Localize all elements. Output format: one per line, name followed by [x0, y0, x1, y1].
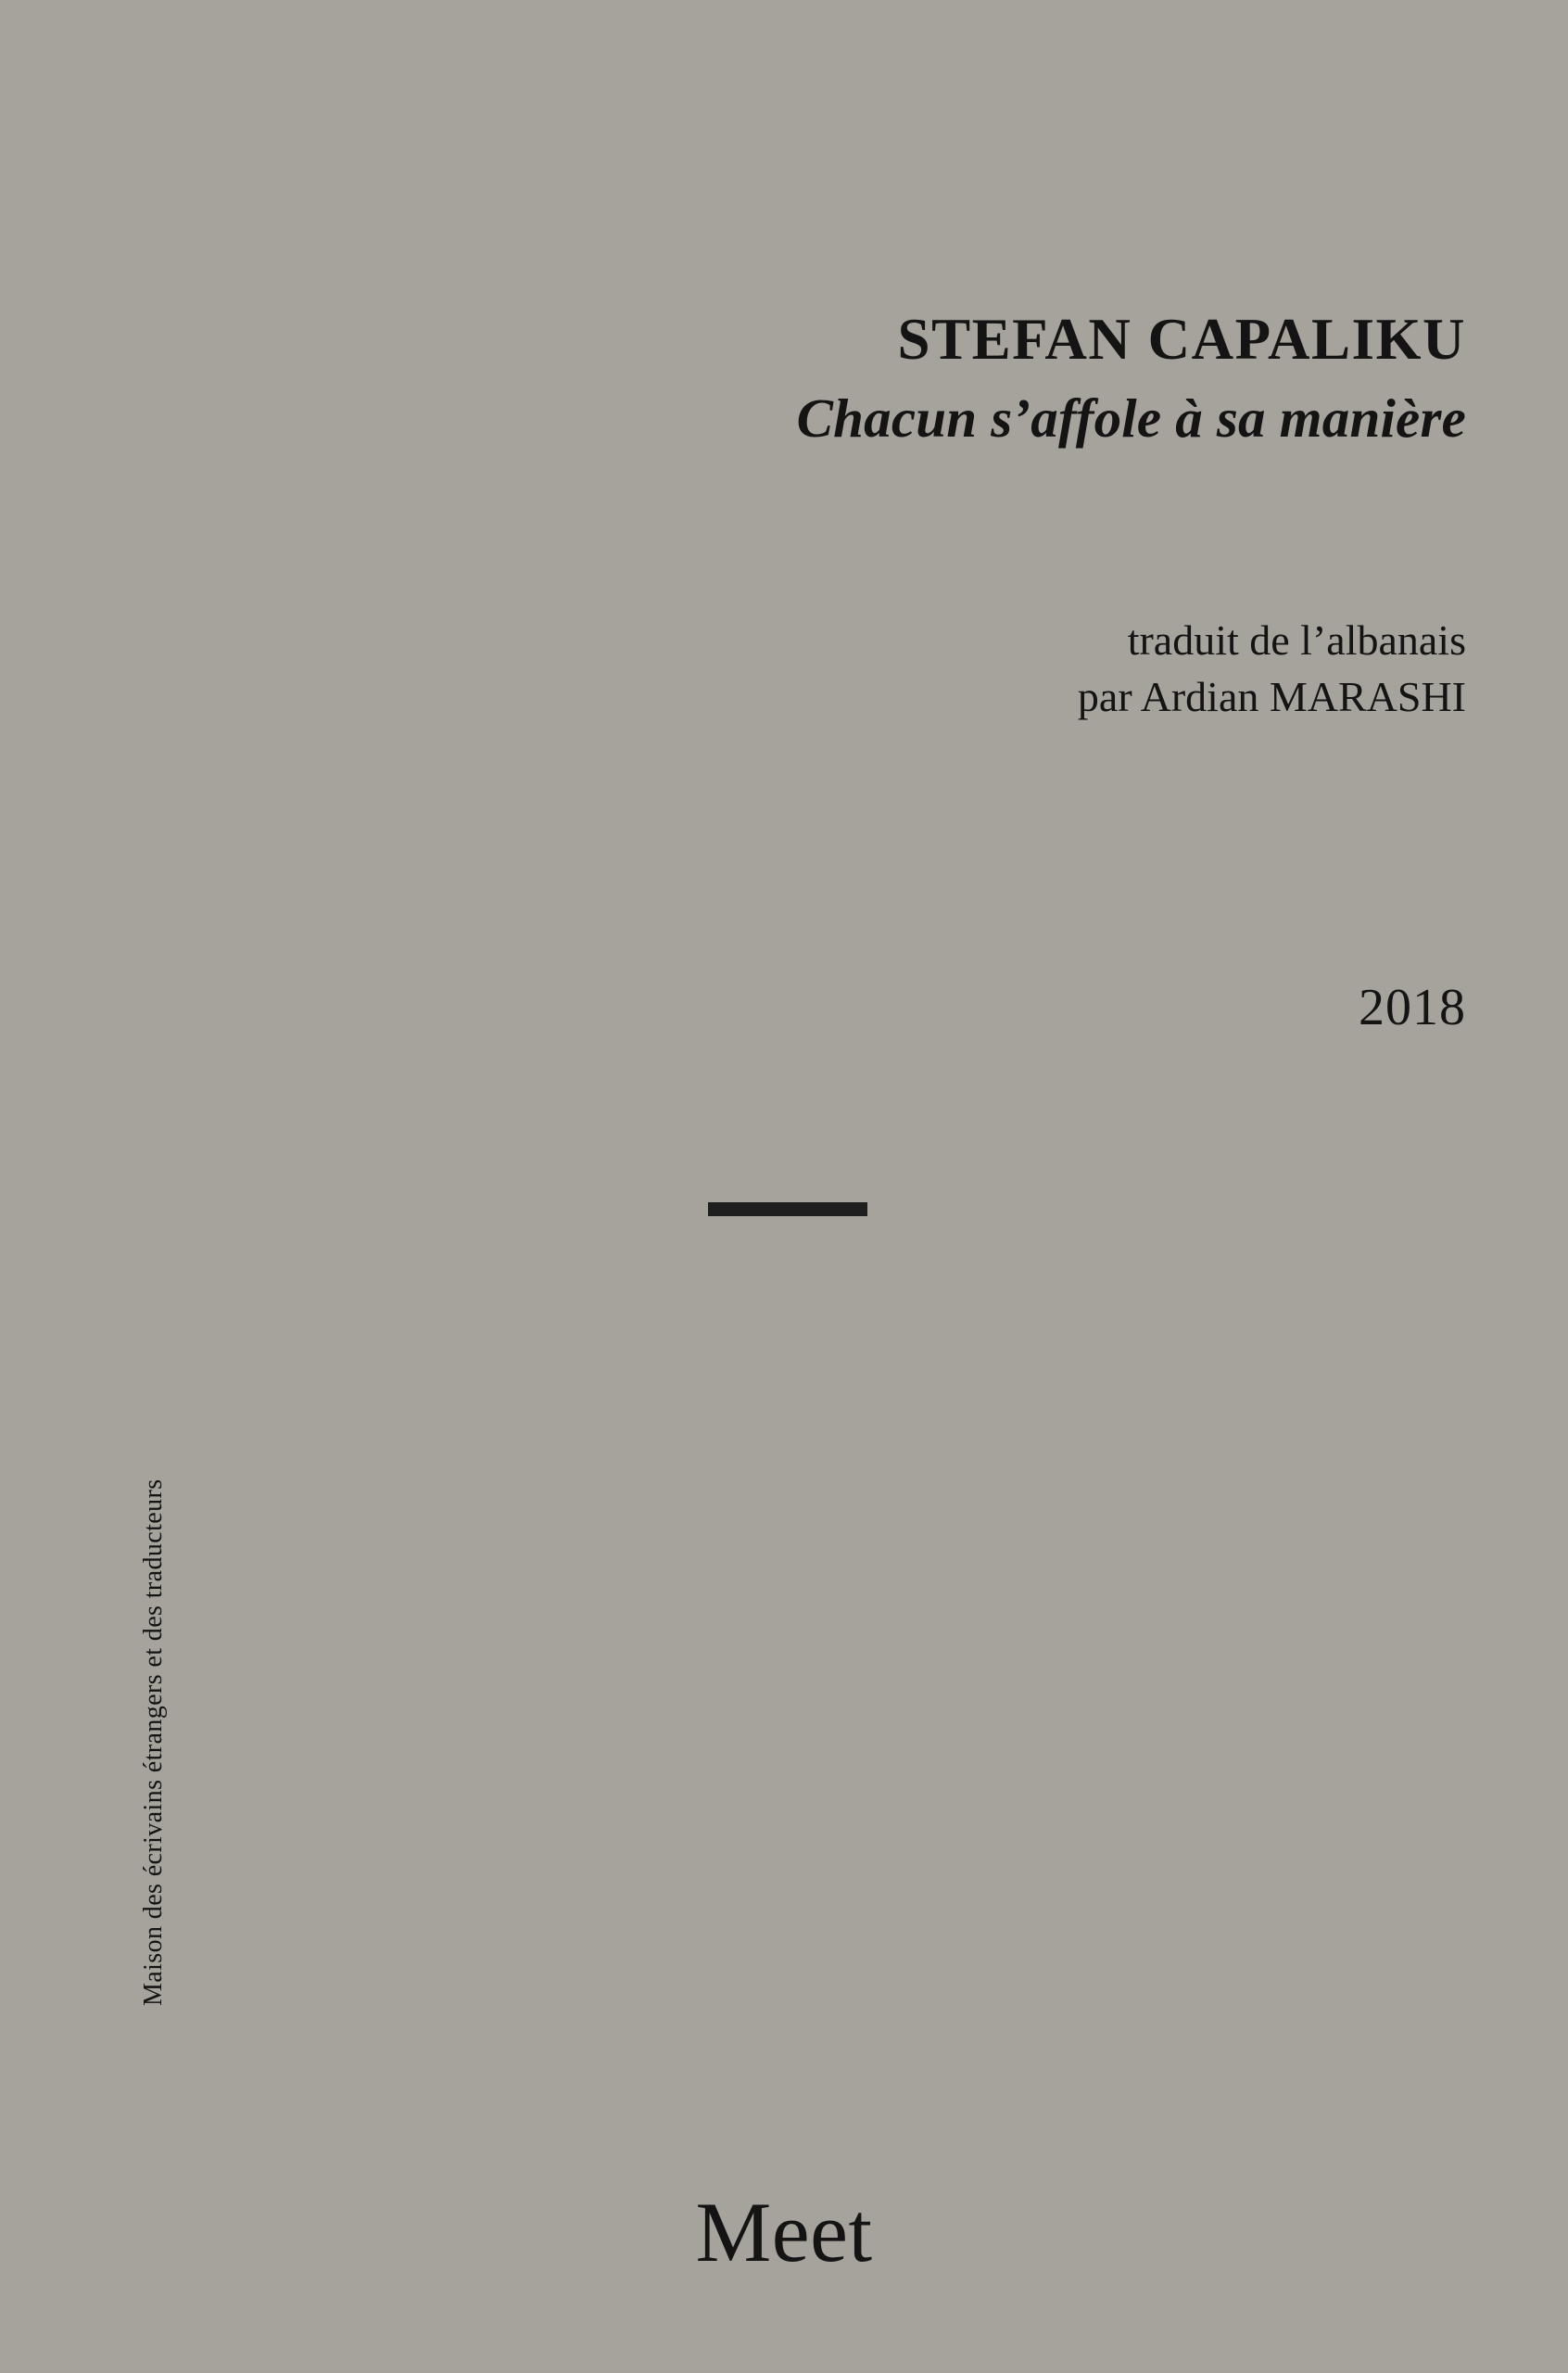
- author-name: STEFAN CAPALIKU: [897, 307, 1466, 372]
- divider-rule: [708, 1202, 867, 1216]
- book-title: Chacun s’affole à sa manière: [796, 387, 1466, 450]
- publisher-logo: Meet: [695, 2185, 873, 2279]
- publication-year: 2018: [1359, 979, 1466, 1036]
- translation-credit: [0, 612, 1466, 725]
- translation-line-1: traduit de l’albanais: [1127, 616, 1466, 664]
- title-block: [0, 306, 1466, 451]
- translation-line-2: par Ardian MARASHI: [1077, 673, 1466, 721]
- collection-label: Maison des écrivains étrangers et des traducteurs: [139, 1478, 168, 2007]
